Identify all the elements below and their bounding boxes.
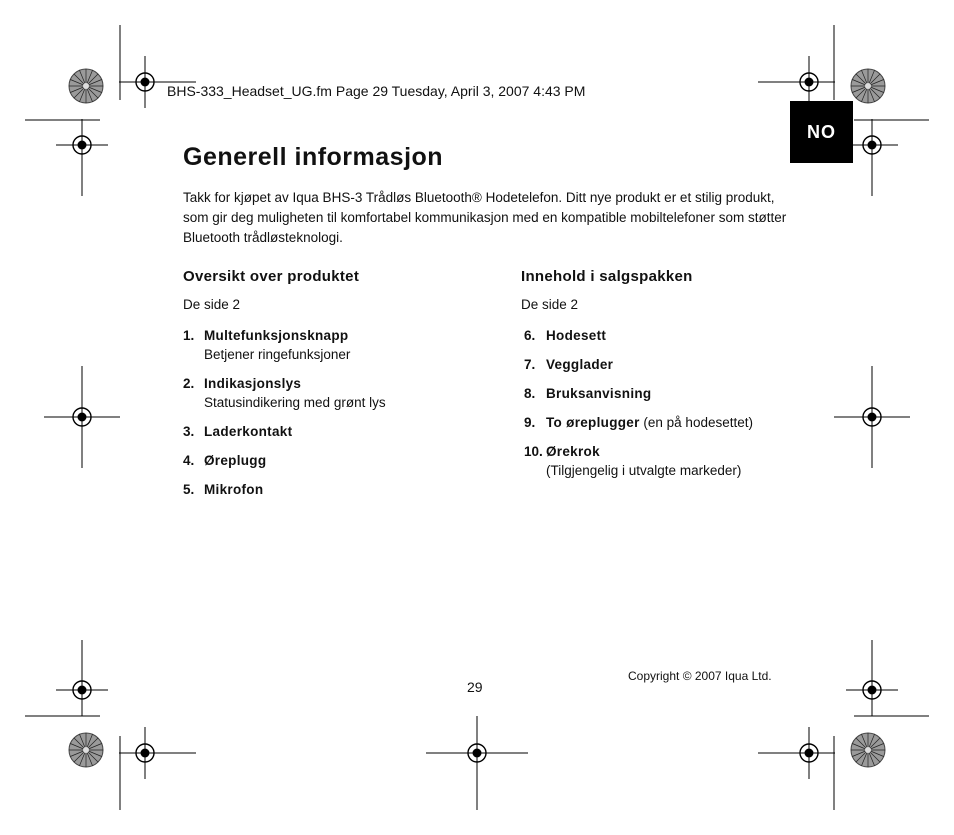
product-overview-section bbox=[183, 268, 503, 509]
package-contents-list bbox=[521, 326, 841, 480]
item-number: 5. bbox=[183, 482, 195, 497]
item-name: Bruksanvisning bbox=[546, 386, 652, 401]
item-name: Laderkontakt bbox=[204, 424, 293, 439]
item-number: 10. bbox=[524, 444, 543, 459]
intro-paragraph: Takk for kjøpet av Iqua BHS-3 Trådløs Bluetooth® Hodetelefon. Ditt nye produkt er et stilig produkt, som gir deg muligheten til komfortabel kommunikasjon med en kompatible mobiltelefoner som støtter Bluetooth trådløsteknologi. bbox=[183, 190, 787, 245]
item-name: Multefunksjonsknapp bbox=[204, 328, 349, 343]
list-item bbox=[183, 326, 503, 364]
page-reference: De side 2 bbox=[183, 297, 241, 312]
section-heading: Innehold i salgspakken bbox=[521, 268, 693, 285]
item-note: (en på hodesettet) bbox=[639, 415, 753, 430]
item-name: To øreplugger bbox=[546, 415, 640, 430]
item-name: Mikrofon bbox=[204, 482, 264, 497]
list-item bbox=[183, 480, 503, 499]
list-item bbox=[183, 422, 503, 441]
list-item bbox=[183, 451, 503, 470]
item-number: 4. bbox=[183, 453, 195, 468]
item-number: 9. bbox=[524, 415, 536, 430]
item-description: Betjener ringefunksjoner bbox=[204, 347, 351, 362]
list-item bbox=[183, 374, 503, 412]
item-name: Hodesett bbox=[546, 328, 607, 343]
language-tab: NO bbox=[790, 101, 853, 163]
item-description: (Tilgjengelig i utvalgte markeder) bbox=[546, 463, 742, 478]
item-number: 6. bbox=[524, 328, 536, 343]
product-parts-list bbox=[183, 326, 503, 499]
file-header-line: BHS-333_Headset_UG.fm Page 29 Tuesday, April 3, 2007 4:43 PM bbox=[167, 83, 586, 99]
list-item bbox=[521, 326, 841, 345]
item-number: 8. bbox=[524, 386, 536, 401]
item-name: Indikasjonslys bbox=[204, 376, 302, 391]
list-item bbox=[521, 413, 841, 432]
package-contents-section bbox=[521, 268, 841, 490]
list-item bbox=[521, 384, 841, 403]
item-number: 2. bbox=[183, 376, 195, 391]
copyright-notice: Copyright © 2007 Iqua Ltd. bbox=[628, 669, 772, 683]
list-item bbox=[521, 355, 841, 374]
page-title: Generell informasjon bbox=[183, 143, 444, 171]
item-number: 3. bbox=[183, 424, 195, 439]
page-reference: De side 2 bbox=[521, 297, 579, 312]
item-name: Ørekrok bbox=[546, 444, 600, 459]
section-heading: Oversikt over produktet bbox=[183, 268, 360, 285]
item-name: Vegglader bbox=[546, 357, 614, 372]
item-description: Statusindikering med grønt lys bbox=[204, 395, 386, 410]
item-number: 7. bbox=[524, 357, 536, 372]
list-item bbox=[521, 442, 841, 480]
item-name: Øreplugg bbox=[204, 453, 267, 468]
page-number: 29 bbox=[467, 679, 483, 695]
item-number: 1. bbox=[183, 328, 195, 343]
